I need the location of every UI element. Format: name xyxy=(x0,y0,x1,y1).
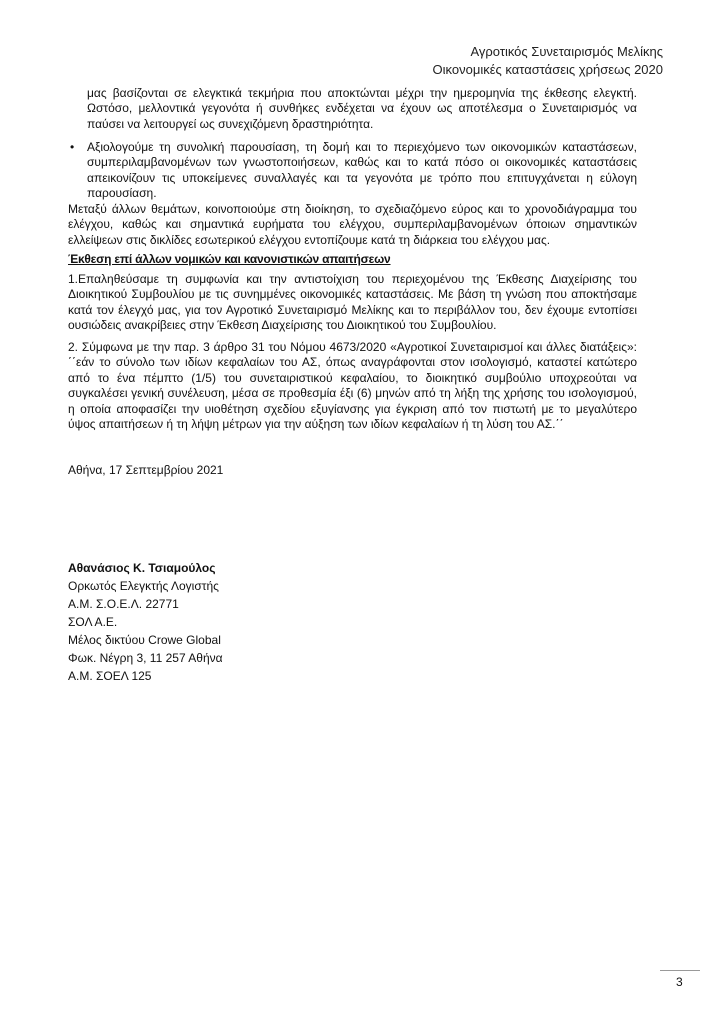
auditor-title: Ορκωτός Ελεγκτής Λογιστής xyxy=(68,579,219,593)
firm-registration: Α.Μ. ΣΟΕΛ 125 xyxy=(68,669,152,683)
firm-address: Φωκ. Νέγρη 3, 11 257 Αθήνα xyxy=(68,651,223,665)
section-heading: Έκθεση επί άλλων νομικών και κανονιστικών απαιτήσεων xyxy=(68,252,391,266)
date-line: Αθήνα, 17 Σεπτεμβρίου 2021 xyxy=(68,463,224,477)
item-1-paragraph: 1.Επαληθεύσαμε τη συμφωνία και την αντιστοίχιση του περιεχομένου της Έκθεσης Διαχείρισης του Διοικητικού Συμβουλίου με τις συνημμένες οικονομικές καταστάσεις. Με βάση τη γνώση που αποκτήσαμε κατά τον έλεγχό μας, για τον Αγροτικό Συνεταιρισμό Μελίκης και το περιβάλλον του, δεν έχουμε εντοπίσει ουσιώδεις ανακρίβειες στην Έκθεση Διαχείρισης του Διοικητικού του Συμβουλίου. xyxy=(68,272,637,333)
signature-block xyxy=(68,559,223,685)
footer-divider xyxy=(660,970,700,971)
network-membership: Μέλος δικτύου Crowe Global xyxy=(68,633,221,647)
auditor-name: Αθανάσιος Κ. Τσιαμούλος xyxy=(68,561,216,575)
auditor-registration: Α.Μ. Σ.Ο.Ε.Λ. 22771 xyxy=(68,597,179,611)
report-title: Οικονομικές καταστάσεις χρήσεως 2020 xyxy=(432,62,663,77)
document-header xyxy=(433,43,663,79)
bullet-icon: • xyxy=(70,140,75,154)
item-2-paragraph: 2. Σύμφωνα με την παρ. 3 άρθρο 31 του Νόμου 4673/2020 «Αγροτικοί Συνεταιρισμοί και άλλες διατάξεις»: ΄΄εάν το σύνολο των ιδίων κεφαλαίων του ΑΣ, όπως αναγράφονται στον ισολογισμό, καταστεί κατώτερο από το ένα πέμπτο (1/5) του συνεταιριστικού κεφαλαίου, το διοικητικό συμβούλιο υποχρεούται να συγκαλέσει γενική συνέλευση, μέσα σε προθεσμία έξι (6) μηνών από τη λήξη της χρήσης του ισολογισμού, η οποία αποφασίζει την υιοθέτηση σχεδίου εξυγίανσης για έγκριση από τον πιστωτή με το μεγαλύτερο ύψος απαιτήσεων ή τη λήψη μέτρων για την αύξηση των ιδίων κεφαλαίων ή τη λύση του ΑΣ.΄΄ xyxy=(68,340,637,432)
audit-firm: ΣΟΛ Α.Ε. xyxy=(68,615,118,629)
communication-paragraph: Μεταξύ άλλων θεμάτων, κοινοποιούμε στη διοίκηση, το σχεδιαζόμενο εύρος και το χρονοδιάγραμμα του ελέγχου, καθώς και σημαντικά ευρήματα του ελέγχου, συμπεριλαμβανομένων όποιων σημαντικών ελλείψεων στις δικλίδες εσωτερικού ελέγχου εντοπίζουμε κατά τη διάρκεια του ελέγχου μας. xyxy=(68,202,637,247)
continuation-paragraph: μας βασίζονται σε ελεγκτικά τεκμήρια που αποκτώνται μέχρι την ημερομηνία της έκθεσης ελεγκτή. Ωστόσο, μελλοντικά γεγονότα ή συνθήκες ενδέχεται να έχουν ως αποτέλεσμα ο Συνεταιρισμός να παύσει να λειτουργεί ως συνεχιζόμενη δραστηριότητα. xyxy=(87,86,637,131)
bullet-paragraph: Αξιολογούμε τη συνολική παρουσίαση, τη δομή και το περιεχόμενο των οικονομικών καταστάσεων, συμπεριλαμβανομένων των γνωστοποιήσεων, καθώς και το κατά πόσο οι οικονομικές καταστάσεις απεικονίζουν τις υποκείμενες συναλλαγές και τα γεγονότα με τρόπο που επιτυγχάνεται η εύλογη παρουσίαση. xyxy=(87,140,637,201)
page-number: 3 xyxy=(676,975,683,989)
company-name: Αγροτικός Συνεταιρισμός Μελίκης xyxy=(470,44,663,59)
